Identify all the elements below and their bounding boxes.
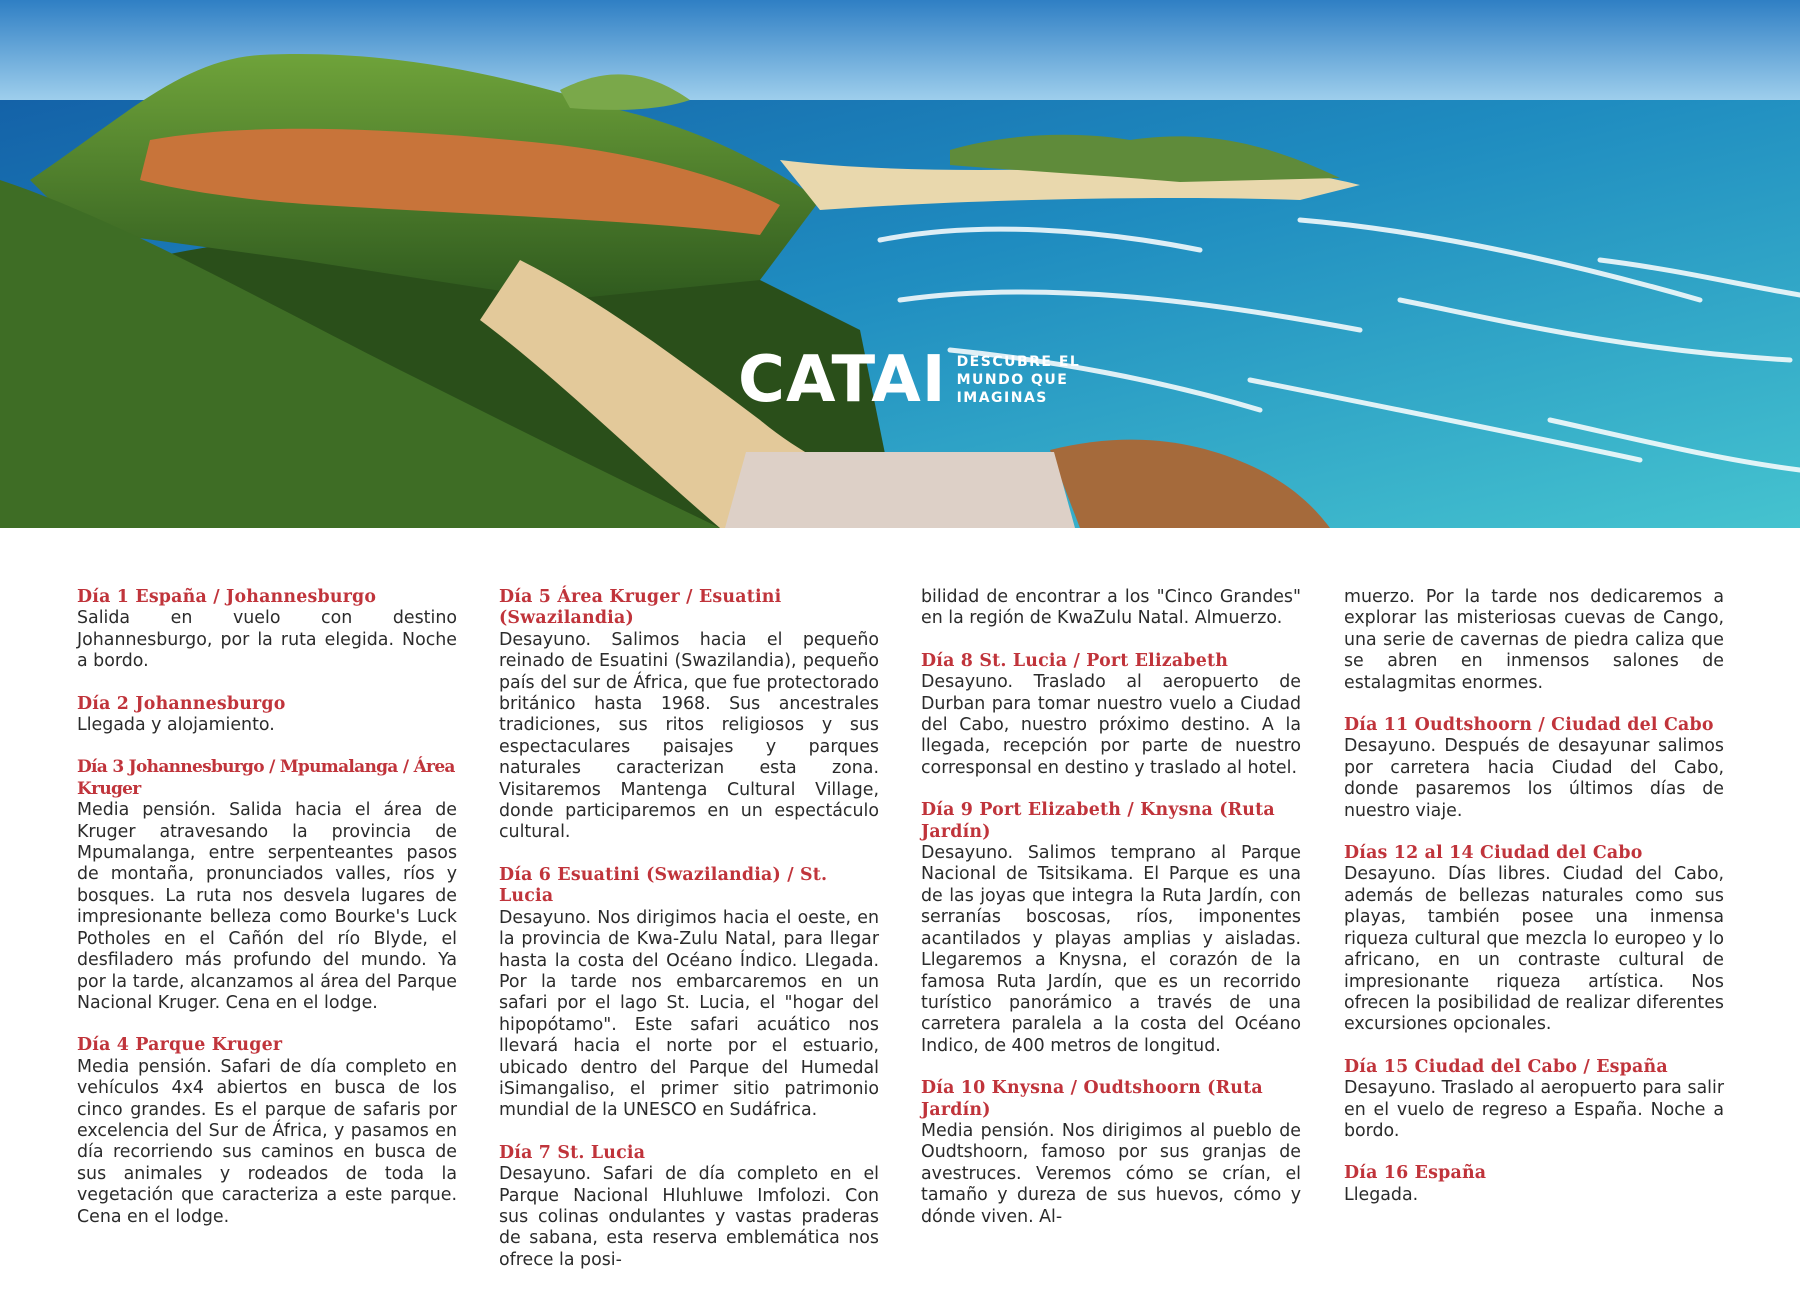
itinerary-day (1344, 715, 1724, 822)
itinerary-day (77, 587, 457, 673)
day-title: Día 1 España / Johannesburgo (77, 587, 377, 607)
itinerary-continuation (921, 587, 1301, 630)
itinerary-day (77, 694, 457, 737)
day-description: Media pensión. Safari de día completo en vehículos 4x4 abiertos en busca de los cinco grandes. Es el parque de safaris por excelencia del Sur de África, y pasamos en día recorriendo sus caminos en busca de sus animales y rodeados de toda la vegetación que caracteriza a este parque. Cena en el lodge. (77, 1056, 457, 1227)
day-description: muerzo. Por la tarde nos dedicaremos a explorar las misteriosas cuevas de Cango, una serie de cavernas de piedra caliza que se abren en inmensos salones de estalagmitas enormes. (1344, 587, 1724, 693)
day-title: Día 10 Knysna / Oudtshoorn (Ruta Jardín) (921, 1078, 1263, 1120)
itinerary-day (921, 1078, 1301, 1228)
itinerary-column-2 (499, 587, 879, 1292)
itinerary-day (77, 757, 457, 1014)
day-title: Día 6 Esuatini (Swazilandia) / St. Lucia (499, 864, 828, 907)
day-title: Día 11 Oudtshoorn / Ciudad del Cabo (1344, 715, 1714, 736)
day-description: Llegada y alojamiento. (77, 715, 275, 736)
brand-tagline (957, 353, 1081, 407)
itinerary-day (77, 1035, 457, 1228)
day-title: Días 12 al 14 Ciudad del Cabo (1344, 843, 1643, 864)
itinerary-column-1 (77, 587, 457, 1249)
day-title: Día 5 Área Kruger / Esuatini (Swazilandia) (499, 587, 782, 629)
day-title: Día 4 Parque Kruger (77, 1035, 283, 1056)
itinerary-column-3 (921, 587, 1301, 1249)
day-description: Media pensión. Nos dirigimos al pueblo de Oudtshoorn, famoso por sus granjas de avestruces. Veremos cómo se crían, el tamaño y dureza de sus huevos, cómo y dónde viven. Al- (921, 1120, 1301, 1227)
day-description: bilidad de encontrar a los "Cinco Grandes" en la región de KwaZulu Natal. Almuerzo. (921, 587, 1301, 629)
day-title: Día 7 St. Lucia (499, 1142, 646, 1163)
itinerary-day (499, 1143, 879, 1271)
day-description: Desayuno. Nos dirigimos hacia el oeste, en la provincia de Kwa-Zulu Natal, para llegar hasta la costa del Océano Índico. Llegada. Por la tarde nos embarcaremos en un safari por el lago St. Lucia, el "hogar del hipopótamo". Este safari acuático nos llevará hacia el norte por el estuario, ubicado dentro del Parque del Humedal iSimangaliso, el primer sitio patrimonio mundial de la UNESCO en Sudáfrica. (499, 907, 879, 1121)
itinerary-day (921, 651, 1301, 779)
brand-name: CATAI (738, 343, 947, 417)
itinerary-day (499, 587, 879, 844)
day-description: Desayuno. Después de desayunar salimos por carretera hacia Ciudad del Cabo, donde pasaremos los últimos días de nuestro viaje. (1344, 736, 1724, 821)
tagline-line: IMAGINAS (956, 390, 1048, 406)
day-description: Media pensión. Salida hacia el área de Kruger atravesando la provincia de Mpumalanga, entre serpenteantes pasos de montaña, pronunciados valles, ríos y bosques. La ruta nos desvela lugares de impresionante belleza como Bourke's Luck Potholes en el Cañón del río Blyde, el desfiladero más profundo del mundo. Ya por la tarde, alcanzamos al área del Parque Nacional Kruger. Cena en el lodge. (77, 800, 457, 1013)
day-description: Llegada. (1344, 1184, 1419, 1205)
day-description: Desayuno. Días libres. Ciudad del Cabo, además de bellezas naturales como sus playas, también posee una inmensa riqueza cultural que mezcla lo europeo y lo africano, en un contraste cultural de impresionante riqueza artística. Nos ofrecen la posibilidad de realizar diferentes excursiones opcionales. (1344, 864, 1724, 1035)
itinerary-continuation (1344, 587, 1724, 694)
day-title: Día 8 St. Lucia / Port Elizabeth (921, 650, 1229, 671)
itinerary-day (499, 865, 879, 1122)
itinerary-day (1344, 843, 1724, 1036)
itinerary-day (921, 800, 1301, 1057)
day-description: Desayuno. Traslado al aeropuerto de Durban para tomar nuestro vuelo a Ciudad del Cabo, nuestro próximo destino. A la llegada, recepción por parte de nuestro corresponsal en destino y traslado al hotel. (921, 672, 1301, 778)
day-description: Salida en vuelo con destino Johannesburgo, por la ruta elegida. Noche a bordo. (77, 608, 457, 672)
day-description: Desayuno. Traslado al aeropuerto para salir en el vuelo de regreso a España. Noche a bordo. (1344, 1078, 1724, 1141)
day-description: Desayuno. Safari de día completo en el Parque Nacional Hluhluwe Imfolozi. Con sus colinas ondulantes y vastas praderas de sabana, esta reserva emblemática nos ofrece la posi- (499, 1164, 879, 1270)
day-title: Día 3 Johannesburgo / Mpumalanga / Área Kruger (77, 757, 455, 799)
hero-photo (0, 0, 1800, 528)
day-title: Día 2 Johannesburgo (77, 693, 286, 714)
decorative-tab (725, 452, 1075, 528)
itinerary-column-4 (1344, 587, 1724, 1227)
itinerary-columns (77, 587, 1727, 1270)
coastal-landscape-illustration (0, 0, 1800, 528)
day-title: Día 9 Port Elizabeth / Knysna (Ruta Jardín) (921, 800, 1275, 842)
day-description: Desayuno. Salimos temprano al Parque Nacional de Tsitsikama. El Parque es una de las joyas que integra la Ruta Jardín, con serranías boscosas, ríos, imponentes acantilados y playas amplias y aisladas. Llegaremos a Knysna, el corazón de la famosa Ruta Jardín, que es un recorrido turístico panorámico a través de una carretera paralela a la costa del Océano Indico, de 400 metros de longitud. (921, 843, 1301, 1056)
catai-logo (738, 343, 1081, 417)
tagline-line: DESCUBRE EL (956, 354, 1081, 370)
tagline-line: MUNDO QUE (956, 372, 1069, 388)
itinerary-day (1344, 1057, 1724, 1143)
day-title: Día 16 España (1344, 1163, 1487, 1184)
day-description: Desayuno. Salimos hacia el pequeño reinado de Esuatini (Swazilandia), pequeño país del sur de África, que fue protectorado británico hasta 1968. Sus ancestrales tradiciones, sus ritos religiosos y sus espectaculares paisajes y parques naturales caracterizan esta zona. Visitaremos Mantenga Cultural Village, donde participaremos en un espectáculo cultural. (499, 629, 879, 843)
day-title: Día 15 Ciudad del Cabo / España (1344, 1056, 1668, 1077)
